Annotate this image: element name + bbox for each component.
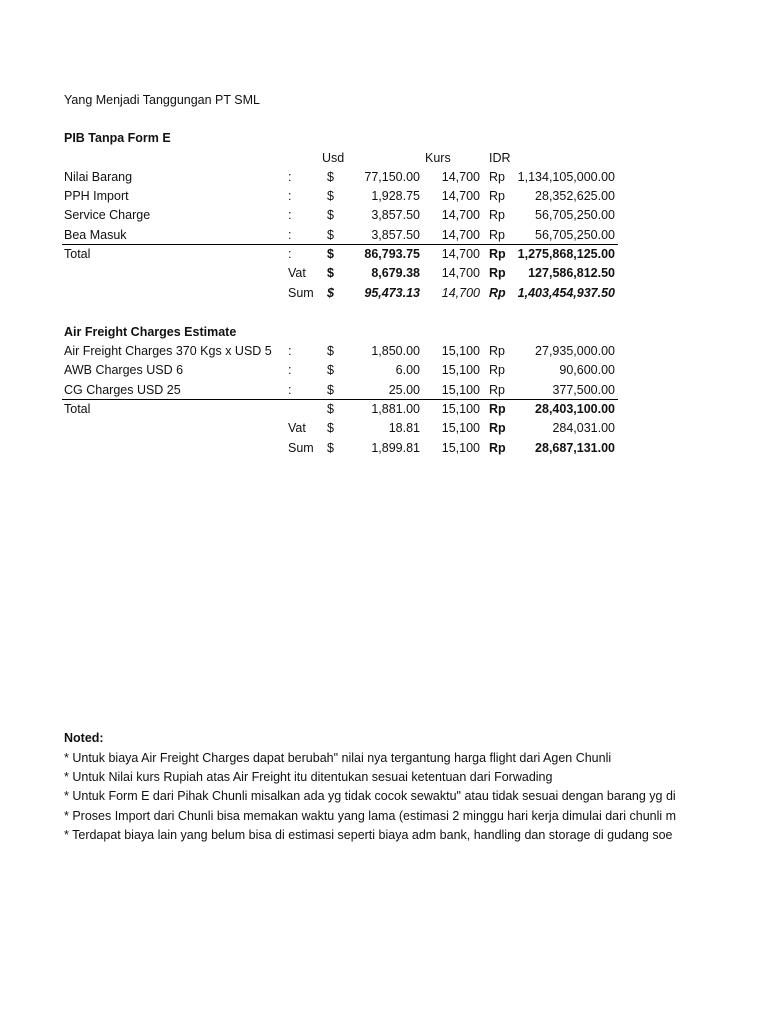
- kurs-value: 15,100: [441, 363, 480, 377]
- idr-value: 1,134,105,000.00: [517, 170, 615, 184]
- rp-label: Rp: [489, 383, 505, 397]
- notes-heading: Noted:: [64, 731, 104, 745]
- row-separator: :: [288, 189, 292, 203]
- header-kurs: Kurs: [425, 151, 451, 165]
- row-label: AWB Charges USD 6: [64, 363, 184, 377]
- currency-symbol: $: [327, 441, 334, 455]
- header-usd: Usd: [322, 151, 345, 165]
- currency-symbol: $: [327, 344, 334, 358]
- usd-value: 25.00: [388, 383, 420, 397]
- row-separator: :: [288, 170, 292, 184]
- kurs-value: 14,700: [441, 208, 480, 222]
- currency-symbol: $: [327, 170, 334, 184]
- vat-label: Vat: [288, 266, 306, 280]
- rp-label: Rp: [489, 402, 506, 416]
- usd-value: 1,850.00: [371, 344, 420, 358]
- idr-value: 1,275,868,125.00: [517, 247, 615, 261]
- usd-value: 1,881.00: [371, 402, 420, 416]
- list-item: * Untuk biaya Air Freight Charges dapat berubah" nilai nya tergantung harga flight dari Agen Chunli: [64, 751, 612, 765]
- rp-label: Rp: [489, 363, 505, 377]
- currency-symbol: $: [327, 383, 334, 397]
- rp-label: Rp: [489, 208, 505, 222]
- currency-symbol: $: [327, 247, 334, 261]
- rp-label: Rp: [489, 441, 506, 455]
- list-item: * Terdapat biaya lain yang belum bisa di estimasi seperti biaya adm bank, handling dan storage di gudang soe: [64, 828, 673, 842]
- kurs-value: 14,700: [441, 189, 480, 203]
- idr-value: 28,403,100.00: [535, 402, 615, 416]
- idr-value: 28,687,131.00: [535, 441, 615, 455]
- row-separator: :: [288, 208, 292, 222]
- rp-label: Rp: [489, 170, 505, 184]
- currency-symbol: $: [327, 266, 334, 280]
- rp-label: Rp: [489, 266, 506, 280]
- page-title: Yang Menjadi Tanggungan PT SML: [64, 93, 260, 107]
- sum-label: Sum: [288, 441, 314, 455]
- total-label: Total: [64, 402, 91, 416]
- idr-value: 90,600.00: [559, 363, 615, 377]
- rp-label: Rp: [489, 344, 505, 358]
- row-separator: :: [288, 247, 292, 261]
- sum-label: Sum: [288, 286, 314, 300]
- usd-value: 3,857.50: [371, 208, 420, 222]
- row-label: Bea Masuk: [64, 228, 127, 242]
- row-label: PPH Import: [64, 189, 129, 203]
- currency-symbol: $: [327, 402, 334, 416]
- row-label: Nilai Barang: [64, 170, 133, 184]
- kurs-value: 14,700: [441, 247, 480, 261]
- total-divider: [62, 244, 618, 245]
- idr-value: 377,500.00: [552, 383, 615, 397]
- list-item: * Untuk Form E dari Pihak Chunli misalkan ada yg tidak cocok sewaktu" atau tidak sesuai dengan barang yg di: [64, 789, 676, 803]
- currency-symbol: $: [327, 421, 334, 435]
- usd-value: 1,928.75: [371, 189, 420, 203]
- rp-label: Rp: [489, 286, 506, 300]
- currency-symbol: $: [327, 228, 334, 242]
- kurs-value: 15,100: [441, 402, 480, 416]
- row-label: Air Freight Charges 370 Kgs x USD 5: [64, 344, 272, 358]
- usd-value: 95,473.13: [364, 286, 420, 300]
- currency-symbol: $: [327, 208, 334, 222]
- row-separator: :: [288, 383, 292, 397]
- idr-value: 27,935,000.00: [535, 344, 615, 358]
- usd-value: 86,793.75: [364, 247, 420, 261]
- list-item: * Untuk Nilai kurs Rupiah atas Air Freight itu ditentukan sesuai ketentuan dari Forwading: [64, 770, 553, 784]
- kurs-value: 15,100: [441, 421, 480, 435]
- usd-value: 18.81: [388, 421, 420, 435]
- total-divider: [62, 399, 618, 400]
- vat-label: Vat: [288, 421, 306, 435]
- usd-value: 8,679.38: [371, 266, 420, 280]
- currency-symbol: $: [327, 286, 334, 300]
- list-item: * Proses Import dari Chunli bisa memakan waktu yang lama (estimasi 2 minggu hari kerja dimulai dari chunli m: [64, 809, 677, 823]
- kurs-value: 15,100: [441, 344, 480, 358]
- usd-value: 1,899.81: [371, 441, 420, 455]
- rp-label: Rp: [489, 421, 506, 435]
- usd-value: 3,857.50: [371, 228, 420, 242]
- kurs-value: 14,700: [441, 266, 480, 280]
- rp-label: Rp: [489, 247, 506, 261]
- rp-label: Rp: [489, 189, 505, 203]
- total-label: Total: [64, 247, 91, 261]
- rp-label: Rp: [489, 228, 505, 242]
- idr-value: 56,705,250.00: [535, 228, 615, 242]
- kurs-value: 15,100: [441, 441, 480, 455]
- row-separator: :: [288, 228, 292, 242]
- row-label: Service Charge: [64, 208, 151, 222]
- kurs-value: 14,700: [441, 286, 480, 300]
- idr-value: 28,352,625.00: [535, 189, 615, 203]
- currency-symbol: $: [327, 363, 334, 377]
- idr-value: 1,403,454,937.50: [517, 286, 615, 300]
- row-separator: :: [288, 344, 292, 358]
- section2-heading: Air Freight Charges Estimate: [64, 325, 237, 339]
- row-separator: :: [288, 363, 292, 377]
- idr-value: 56,705,250.00: [535, 208, 615, 222]
- row-label: CG Charges USD 25: [64, 383, 181, 397]
- idr-value: 127,586,812.50: [528, 266, 615, 280]
- usd-value: 77,150.00: [364, 170, 420, 184]
- section1-heading: PIB Tanpa Form E: [64, 131, 171, 145]
- kurs-value: 15,100: [441, 383, 480, 397]
- currency-symbol: $: [327, 189, 334, 203]
- usd-value: 6.00: [395, 363, 420, 377]
- kurs-value: 14,700: [441, 228, 480, 242]
- header-idr: IDR: [489, 151, 511, 165]
- kurs-value: 14,700: [441, 170, 480, 184]
- idr-value: 284,031.00: [552, 421, 615, 435]
